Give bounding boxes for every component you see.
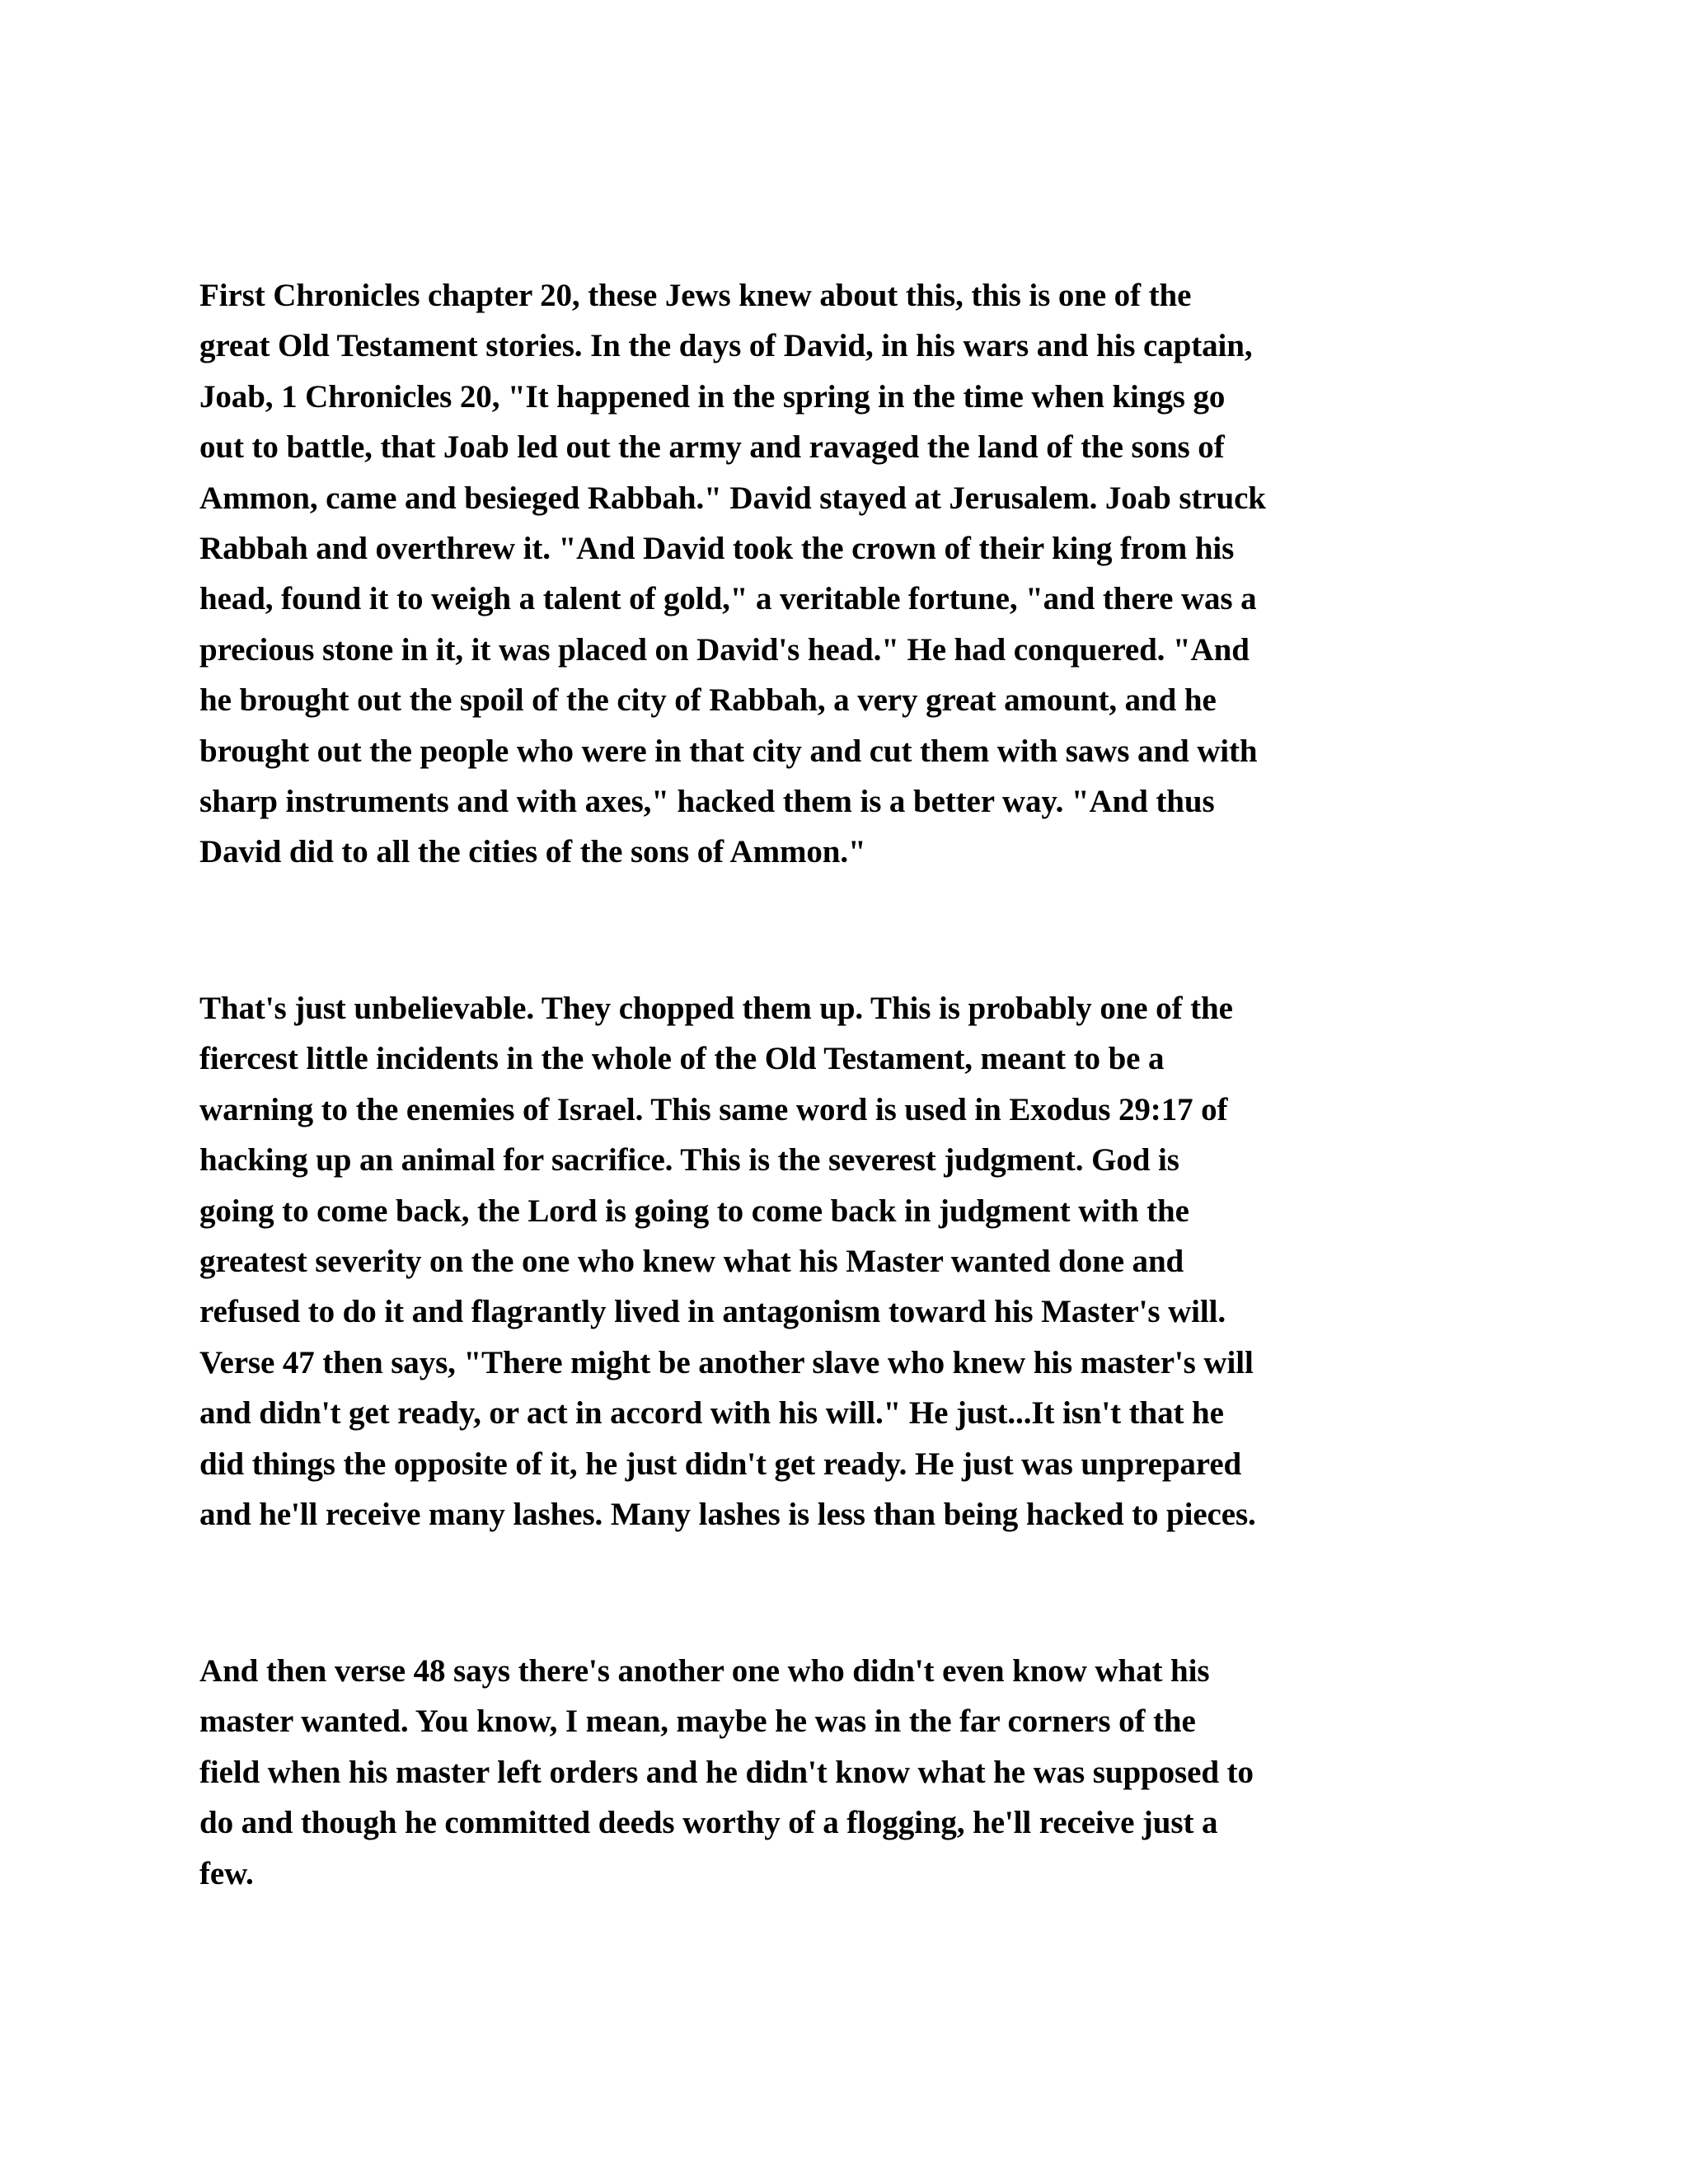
text-line: That's just unbelievable. They chopped them up. This is probably one of the (199, 991, 1233, 1026)
text-line: head, found it to weigh a talent of gold," a veritable fortune, "and there was a (199, 581, 1257, 617)
text-line: refused to do it and flagrantly lived in antagonism toward his Master's will. (199, 1294, 1226, 1330)
text-line: field when his master left orders and he didn't know what he was supposed to (199, 1754, 1254, 1790)
text-line: going to come back, the Lord is going to come back in judgment with the (199, 1193, 1189, 1229)
text-line: and he'll receive many lashes. Many lashes is less than being hacked to pieces. (199, 1497, 1256, 1533)
text-line: few. (199, 1855, 254, 1891)
text-line: Verse 47 then says, "There might be another slave who knew his master's will (199, 1344, 1254, 1380)
text-line: out to battle, that Joab led out the army and ravaged the land of the sons of (199, 429, 1225, 466)
text-line: brought out the people who were in that city and cut them with saws and with (199, 733, 1258, 769)
text-line: David did to all the cities of the sons of Ammon." (199, 834, 866, 870)
paragraph-1 (199, 270, 1502, 878)
text-line: and didn't get ready, or act in accord with his will." He just...It isn't that he (199, 1395, 1224, 1432)
text-line: precious stone in it, it was placed on David's head." He had conquered. "And (199, 631, 1250, 668)
text-line: warning to the enemies of Israel. This same word is used in Exodus 29:17 of (199, 1091, 1228, 1127)
text-line: Rabbah and overthrew it. "And David took the crown of their king from his (199, 531, 1235, 567)
text-line: he brought out the spoil of the city of Rabbah, a very great amount, and he (199, 682, 1217, 719)
text-line: First Chronicles chapter 20, these Jews knew about this, this is one of the (199, 278, 1192, 313)
paragraph-2 (199, 983, 1502, 1540)
text-line: did things the opposite of it, he just didn't get ready. He just was unprepared (199, 1446, 1242, 1482)
text-line: sharp instruments and with axes," hacked them is a better way. "And thus (199, 784, 1215, 820)
text-line: hacking up an animal for sacrifice. This is the severest judgment. God is (199, 1142, 1179, 1179)
paragraph-3 (199, 1646, 1502, 1899)
text-line: great Old Testament stories. In the days of David, in his wars and his captain, (199, 328, 1253, 364)
text-line: do and though he committed deeds worthy of a flogging, he'll receive just a (199, 1805, 1218, 1841)
text-line: fiercest little incidents in the whole of the Old Testament, meant to be a (199, 1041, 1165, 1077)
text-line: greatest severity on the one who knew what his Master wanted done and (199, 1244, 1184, 1280)
text-line: Ammon, came and besieged Rabbah." David stayed at Jerusalem. Joab struck (199, 480, 1266, 516)
text-line: And then verse 48 says there's another one who didn't even know what his (199, 1653, 1210, 1689)
text-line: Joab, 1 Chronicles 20, "It happened in the spring in the time when kings go (199, 378, 1226, 415)
text-line: master wanted. You know, I mean, maybe he was in the far corners of the (199, 1704, 1196, 1740)
